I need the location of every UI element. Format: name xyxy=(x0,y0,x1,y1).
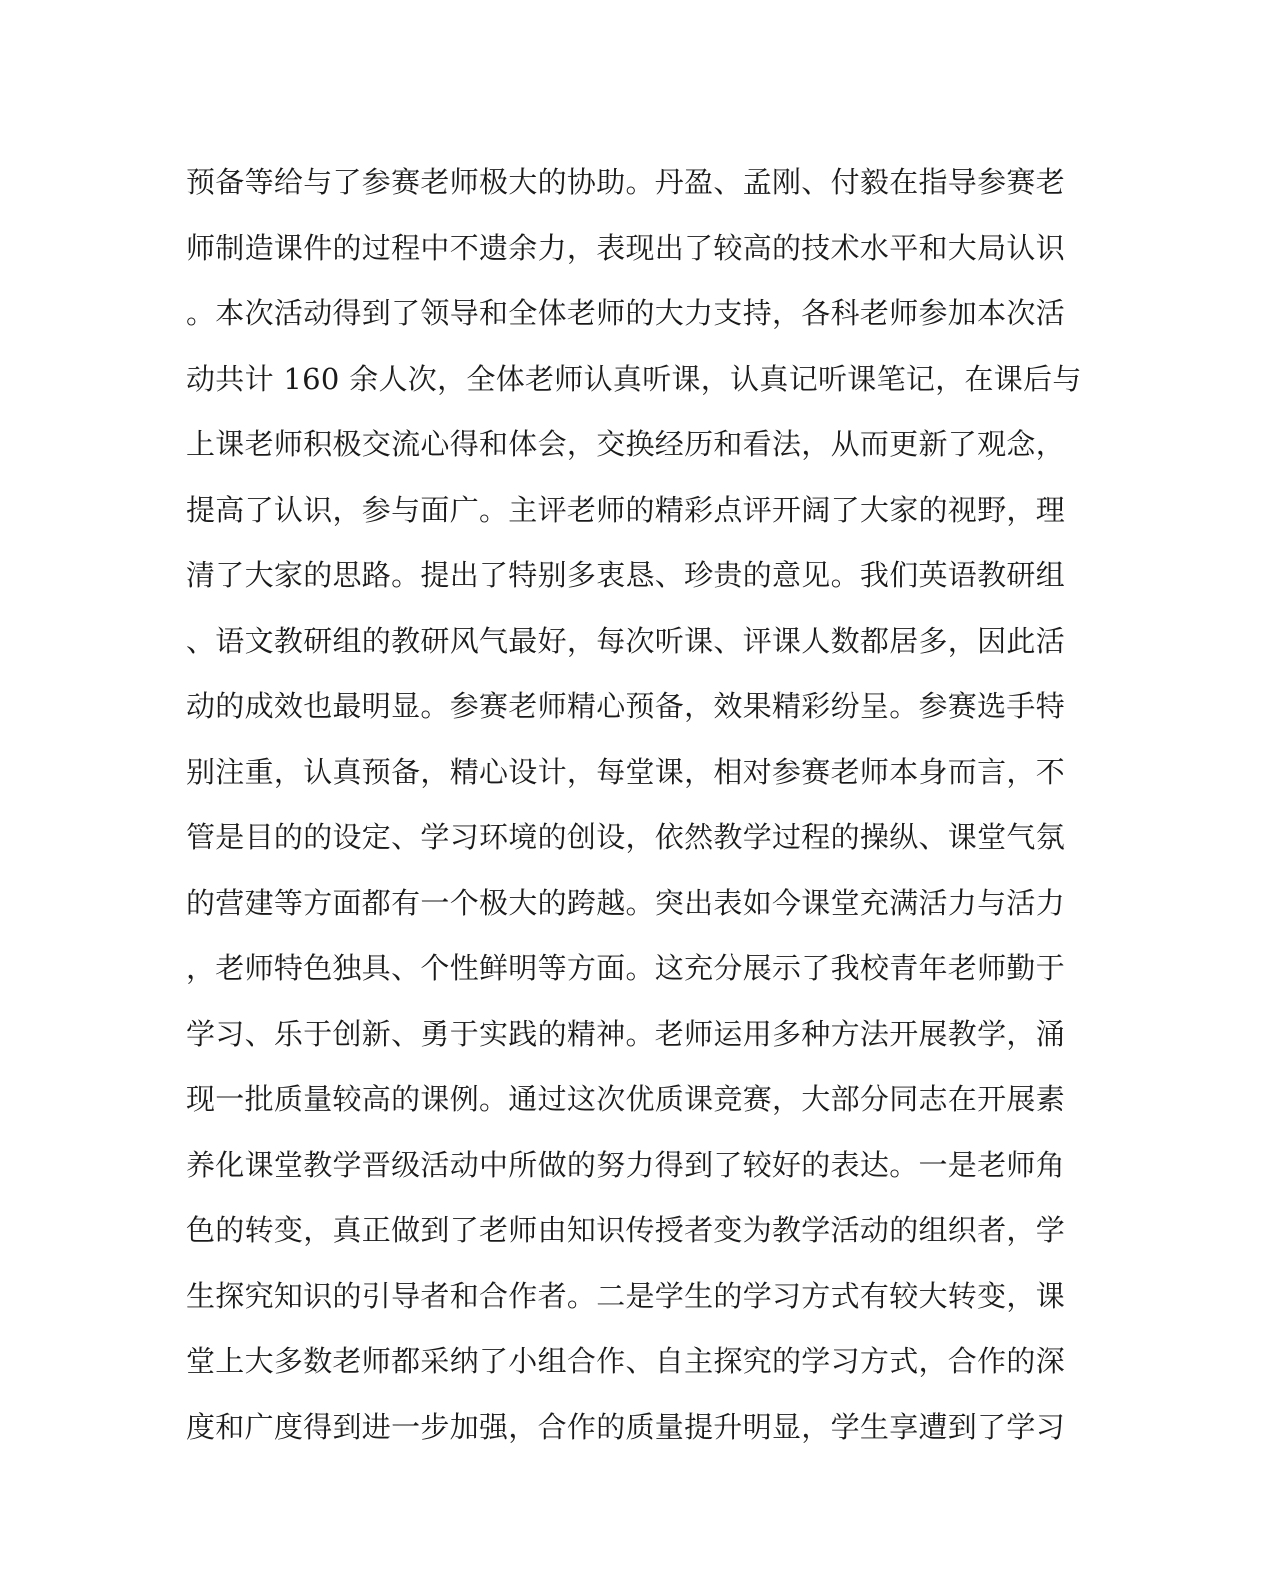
text-line: 的营建等方面都有一个极大的跨越。突出表如今课堂充满活力与活力 xyxy=(186,885,1066,920)
text-line: 师制造课件的过程中不遗余力，表现出了较高的技术水平和大局认识 xyxy=(186,230,1066,265)
text-line: 堂上大多数老师都采纳了小组合作、自主探究的学习方式，合作的深 xyxy=(186,1344,1066,1378)
text-line: 动的成效也最明显。参赛老师精心预备，效果精彩纷呈。参赛选手特 xyxy=(186,689,1066,723)
text-line: 别注重，认真预备，精心设计，每堂课，相对参赛老师本身而言，不 xyxy=(186,754,1066,789)
text-line: 上课老师积极交流心得和体会，交换经历和看法，从而更新了观念， xyxy=(186,427,1066,461)
text-line: 动共计 160 余人次，全体老师认真听课，认真记听课笔记，在课后与 xyxy=(186,361,1082,396)
body-text xyxy=(186,150,1086,1460)
text-line: 清了大家的思路。提出了特别多衷恳、珍贵的意见。我们英语教研组 xyxy=(186,558,1066,592)
text-line: ，老师特色独具、个性鲜明等方面。这充分展示了我校青年老师勤于 xyxy=(186,951,1066,985)
text-line: 预备等给与了参赛老师极大的协助。丹盈、孟刚、付毅在指导参赛老 xyxy=(186,165,1066,199)
text-line: 现一批质量较高的课例。通过这次优质课竞赛，大部分同志在开展素 xyxy=(186,1082,1066,1116)
text-line: 生探究知识的引导者和合作者。二是学生的学习方式有较大转变，课 xyxy=(186,1278,1066,1313)
text-line: 度和广度得到进一步加强，合作的质量提升明显，学生享遭到了学习 xyxy=(186,1409,1066,1444)
text-line: 管是目的的设定、学习环境的创设，依然教学过程的操纵、课堂气氛 xyxy=(186,820,1066,854)
text-line: 学习、乐于创新、勇于实践的精神。老师运用多种方法开展教学，涌 xyxy=(186,1016,1066,1051)
text-line: 。本次活动得到了领导和全体老师的大力支持，各科老师参加本次活 xyxy=(186,296,1066,330)
text-line: 色的转变，真正做到了老师由知识传授者变为教学活动的组织者，学 xyxy=(186,1213,1066,1247)
text-line: 提高了认识，参与面广。主评老师的精彩点评开阔了大家的视野，理 xyxy=(186,492,1066,527)
text-line: 养化课堂教学晋级活动中所做的努力得到了较好的表达。一是老师角 xyxy=(186,1147,1066,1182)
text-line: 、语文教研组的教研风气最好，每次听课、评课人数都居多，因此活 xyxy=(186,623,1066,658)
